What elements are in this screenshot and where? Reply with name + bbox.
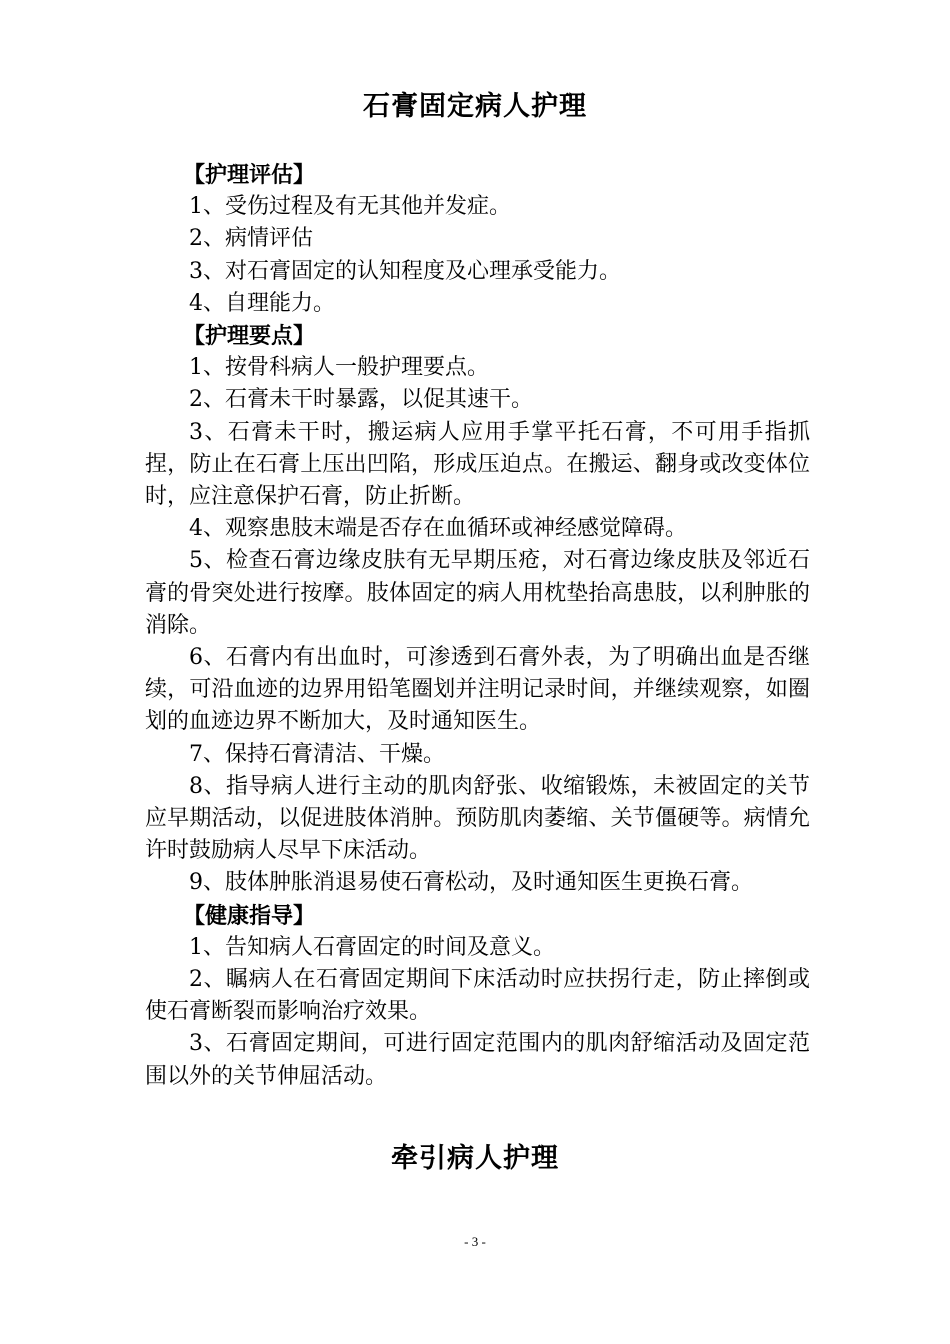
list-item: 3、石膏固定期间，可进行固定范围内的肌肉舒缩活动及固定范围以外的关节伸屈活动。 (145, 1031, 810, 1089)
section-heading-health-guidance: 【健康指导】 (183, 902, 316, 929)
page-number: - 3 - (464, 1234, 486, 1249)
list-item: 1、告知病人石膏固定的时间及意义。 (189, 934, 555, 960)
section-heading-key-points: 【护理要点】 (183, 323, 316, 350)
section-heading-assessment: 【护理评估】 (183, 162, 316, 188)
list-item: 9、肢体肿胀消退易使石膏松动，及时通知医生更换石膏。 (189, 870, 753, 896)
list-item: 7、保持石膏清洁、干燥。 (189, 741, 445, 767)
list-item: 3、对石膏固定的认知程度及心理承受能力。 (189, 258, 621, 284)
list-item: 3、石膏未干时，搬运病人应用手掌平托石膏，不可用手指抓捏，防止在石膏上压出凹陷，形成压迫点。在搬运、翻身或改变体位时，应注意保护石膏，防止折断。 (145, 419, 810, 510)
list-item: 2、瞩病人在石膏固定期间下床活动时应扶拐行走，防止摔倒或使石膏断裂而影响治疗效果。 (145, 967, 810, 1025)
list-item: 5、检查石膏边缘皮肤有无早期压疮，对石膏边缘皮肤及邻近石膏的骨突处进行按摩。肢体固定的病人用枕垫抬高患肢，以利肿胀的消除。 (145, 548, 810, 638)
document-body (145, 159, 810, 1093)
list-item: 4、自理能力。 (189, 290, 335, 316)
list-item: 4、观察患肢末端是否存在血循环或神经感觉障碍。 (189, 516, 687, 542)
next-section-title: 牵引病人护理 (391, 1143, 559, 1174)
list-item: 6、石膏内有出血时，可渗透到石膏外表，为了明确出血是否继续，可沿血迹的边界用铅笔圈划并注明记录时间，并继续观察，如圈划的血迹边界不断加大，及时通知医生。 (145, 645, 810, 735)
page-title: 石膏固定病人护理 (363, 91, 587, 122)
list-item: 8、指导病人进行主动的肌肉舒张、收缩锻炼，未被固定的关节应早期活动，以促进肢体消肿。预防肌肉萎缩、关节僵硬等。病情允许时鼓励病人尽早下床活动。 (145, 773, 810, 864)
list-item: 1、受伤过程及有无其他并发症。 (189, 194, 511, 220)
list-item: 2、病情评估 (189, 226, 313, 252)
list-item: 2、石膏未干时暴露，以促其速干。 (189, 387, 533, 413)
list-item: 1、按骨科病人一般护理要点。 (189, 355, 489, 381)
